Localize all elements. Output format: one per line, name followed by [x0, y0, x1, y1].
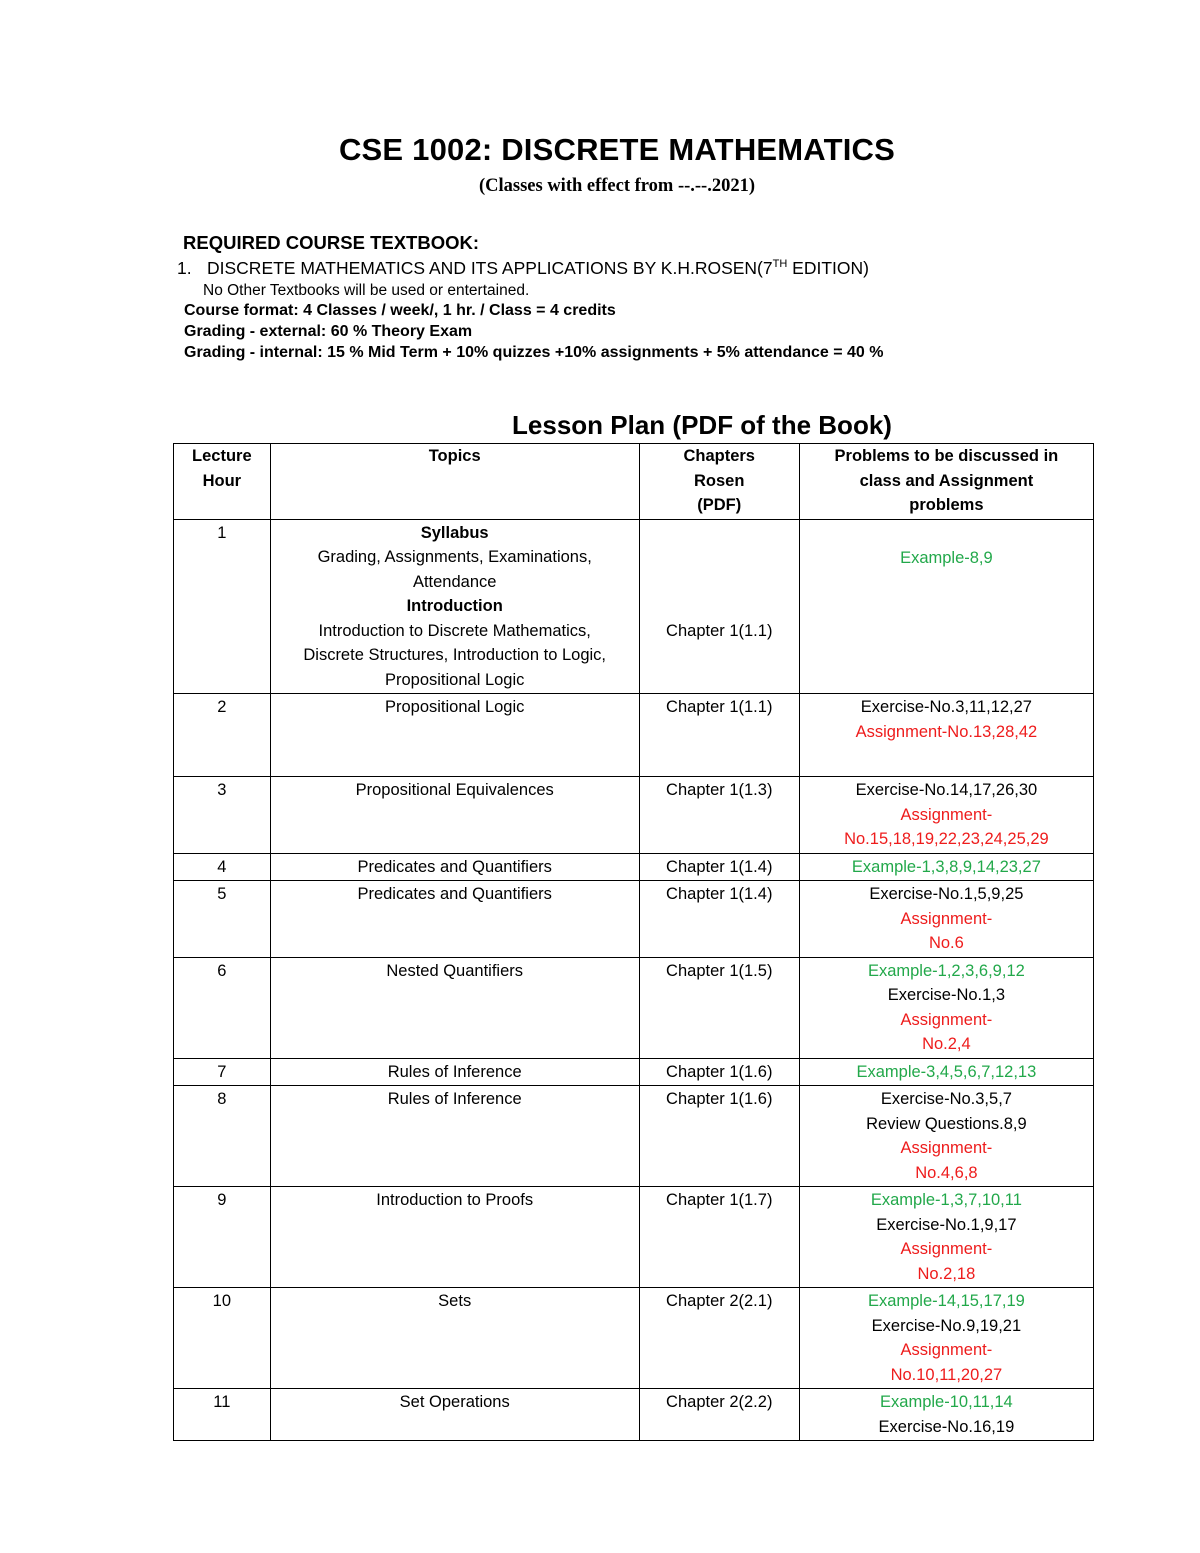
chapter-text: Chapter 1(1.1): [666, 621, 773, 640]
exercise-text: Review Questions.8,9: [866, 1114, 1027, 1133]
table-row: [174, 694, 1094, 777]
problems-cell: [799, 957, 1093, 1058]
topics-cell: [270, 777, 639, 854]
chapter-cell: [639, 1187, 799, 1288]
problems-cell: [799, 1086, 1093, 1187]
topics-cell: [270, 1389, 639, 1441]
lecture-hour-cell: 1: [174, 519, 271, 694]
chapter-text: Chapter 2(2.1): [666, 1292, 773, 1310]
problems-cell: [799, 881, 1093, 958]
chapter-cell: [639, 957, 799, 1058]
chapter-text: Chapter 1(1.3): [666, 781, 773, 799]
chapter-text: Chapter 1(1.6): [666, 1090, 773, 1108]
exercise-text: Exercise-No.3,11,12,27: [860, 698, 1032, 716]
topics-cell: [270, 1058, 639, 1086]
lecture-hour-cell: 10: [174, 1288, 271, 1389]
chapter-text: Chapter 1(1.7): [666, 1191, 773, 1209]
chapter-cell: [639, 853, 799, 881]
textbook-number: 1.: [177, 258, 192, 278]
topic-line: Propositional Equivalences: [355, 781, 554, 799]
topic-heading: Introduction: [406, 597, 503, 615]
topic-line: Sets: [438, 1292, 472, 1310]
chapter-cell: [639, 1389, 799, 1441]
table-row: [174, 1389, 1094, 1441]
topics-cell: [270, 853, 639, 881]
topic-heading: Syllabus: [420, 523, 489, 542]
topics-cell: [270, 1187, 639, 1288]
lecture-hour-cell: 5: [174, 881, 271, 958]
example-text: Example-1,3,7,10,11: [870, 1191, 1022, 1209]
topics-cell: [270, 881, 639, 958]
table-row: [174, 519, 1094, 694]
chapter-cell: [639, 777, 799, 854]
topic-line: Discrete Structures, Introduction to Logic,: [303, 646, 606, 664]
exercise-text: Exercise-No.9,19,21: [871, 1316, 1022, 1335]
grading-external: Grading - external: 60 % Theory Exam: [184, 323, 473, 340]
chapter-text: Chapter 1(1.1): [666, 698, 773, 716]
exercise-text: Exercise-No.16,19: [878, 1417, 1015, 1436]
textbook-heading: REQUIRED COURSE TEXTBOOK:: [183, 232, 480, 253]
grading-internal: Grading - internal: 15 % Mid Term + 10% quizzes +10% assignments + 5% attendance = 40 %: [184, 344, 884, 361]
table-row: [174, 1058, 1094, 1086]
assignment-text: No.6: [928, 934, 964, 952]
topic-line: Predicates and Quantifiers: [357, 885, 552, 903]
topic-line: Propositional Logic: [384, 670, 525, 689]
chapter-text: Chapter 1(1.4): [666, 885, 773, 903]
topic-line: Predicates and Quantifiers: [357, 857, 552, 876]
table-row: [174, 1187, 1094, 1288]
lesson-plan-table: [173, 443, 1094, 1441]
problems-cell: [799, 1187, 1093, 1288]
exercise-text: Exercise-No.1,3: [887, 986, 1006, 1004]
assignment-text: No.2,4: [922, 1035, 971, 1053]
chapter-cell: [639, 519, 799, 694]
chapter-text: Chapter 1(1.4): [666, 857, 773, 876]
assignment-text: Assignment-: [900, 1240, 993, 1258]
assignment-text: No.10,11,20,27: [890, 1365, 1003, 1384]
topics-cell: [270, 519, 639, 694]
assignment-text: Assignment-No.13,28,42: [855, 722, 1038, 741]
problems-cell: [799, 777, 1093, 854]
chapter-cell: [639, 881, 799, 958]
table-row: [174, 957, 1094, 1058]
lesson-plan-title: Lesson Plan (PDF of the Book): [512, 410, 892, 440]
effect-note: (Classes with effect from --.--.2021): [478, 176, 756, 196]
assignment-text: Assignment-: [900, 1139, 993, 1157]
lecture-hour-cell: 7: [174, 1058, 271, 1086]
textbook-title: DISCRETE MATHEMATICS AND ITS APPLICATIONS BY K.H.ROSEN(7: [207, 258, 773, 278]
textbook-edition-tail: EDITION): [787, 258, 869, 278]
table-row: [174, 777, 1094, 854]
example-text: Example-8,9: [900, 548, 993, 567]
chapter-cell: [639, 1288, 799, 1389]
problems-cell: [799, 694, 1093, 777]
chapter-text: Chapter 2(2.2): [666, 1393, 773, 1411]
chapter-cell: [639, 1086, 799, 1187]
topic-line: Nested Quantifiers: [386, 961, 524, 980]
textbook-edition-sup: TH: [772, 258, 788, 271]
problems-cell: [799, 1389, 1093, 1441]
topic-line: Rules of Inference: [387, 1090, 522, 1108]
table-row: [174, 1288, 1094, 1389]
chapter-text: Chapter 1(1.5): [666, 961, 773, 980]
lecture-hour-cell: 3: [174, 777, 271, 854]
topics-cell: [270, 957, 639, 1058]
table-row: [174, 853, 1094, 881]
topic-line: Introduction to Proofs: [376, 1191, 534, 1209]
topics-cell: [270, 1086, 639, 1187]
example-text: Example-1,2,3,6,9,12: [867, 961, 1025, 980]
assignment-text: Assignment-: [900, 1341, 993, 1359]
assignment-text: No.2,18: [917, 1264, 976, 1283]
header-lecture-hour: Lecture Hour: [174, 444, 271, 520]
exercise-text: Exercise-No.1,9,17: [876, 1215, 1017, 1234]
table-header-row: [174, 444, 1094, 520]
lecture-hour-cell: 2: [174, 694, 271, 777]
topics-cell: [270, 1288, 639, 1389]
example-text: Example-10,11,14: [880, 1393, 1013, 1411]
course-title: CSE 1002: DISCRETE MATHEMATICS: [338, 132, 896, 167]
chapter-text: Chapter 1(1.6): [666, 1062, 773, 1081]
example-text: Example-14,15,17,19: [867, 1292, 1025, 1310]
exercise-text: Exercise-No.14,17,26,30: [855, 781, 1038, 799]
lecture-hour-cell: 8: [174, 1086, 271, 1187]
table-row: [174, 1086, 1094, 1187]
problems-cell: [799, 1288, 1093, 1389]
chapter-cell: [639, 1058, 799, 1086]
chapter-cell: [639, 694, 799, 777]
textbook-entry: [177, 258, 869, 279]
header-chapters: Chapters Rosen (PDF): [639, 444, 799, 520]
problems-cell: [799, 519, 1093, 694]
lesson-plan-body: [174, 519, 1094, 1441]
lecture-hour-cell: 4: [174, 853, 271, 881]
table-row: [174, 881, 1094, 958]
topic-line: Set Operations: [399, 1393, 510, 1411]
assignment-text: Assignment-: [900, 805, 993, 824]
exercise-text: Exercise-No.1,5,9,25: [869, 885, 1024, 903]
assignment-text: Assignment-: [900, 1010, 993, 1029]
topics-cell: [270, 694, 639, 777]
lecture-hour-cell: 6: [174, 957, 271, 1058]
lecture-hour-cell: 9: [174, 1187, 271, 1288]
topic-line: Attendance: [412, 572, 497, 591]
example-text: Example-1,3,8,9,14,23,27: [851, 857, 1041, 876]
textbook-note: No Other Textbooks will be used or entertained.: [203, 282, 530, 299]
topic-line: Introduction to Discrete Mathematics,: [318, 621, 591, 640]
assignment-text: No.4,6,8: [915, 1163, 978, 1182]
topic-line: Rules of Inference: [387, 1062, 522, 1081]
problems-cell: [799, 853, 1093, 881]
assignment-text: No.15,18,19,22,23,24,25,29: [844, 830, 1049, 848]
exercise-text: Exercise-No.3,5,7: [880, 1090, 1012, 1108]
topic-line: Grading, Assignments, Examinations,: [317, 548, 592, 566]
problems-cell: [799, 1058, 1093, 1086]
assignment-text: Assignment-: [900, 909, 993, 928]
header-topics: Topics: [270, 444, 639, 520]
example-text: Example-3,4,5,6,7,12,13: [856, 1062, 1037, 1081]
course-format: Course format: 4 Classes / week/, 1 hr. / Class = 4 credits: [184, 302, 616, 319]
topic-line: Propositional Logic: [384, 698, 525, 716]
lecture-hour-cell: 11: [174, 1389, 271, 1441]
header-problems: Problems to be discussed in class and Assignment problems: [799, 444, 1093, 520]
